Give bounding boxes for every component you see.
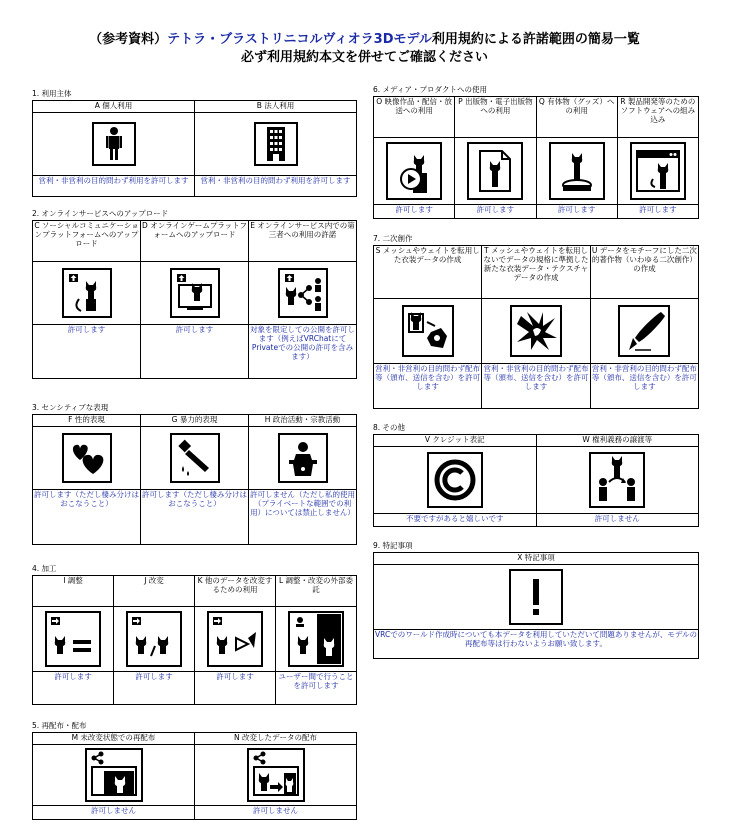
- section-7: [373, 233, 699, 409]
- section-title: 1. 利用主体: [32, 89, 72, 98]
- item-answer: 営利・非営利の目的問わず配布等（頒布、送信を含む）を許可します: [374, 364, 482, 409]
- item-label: J 改変: [114, 576, 195, 607]
- permission-table: [32, 732, 357, 820]
- section-8: [373, 422, 699, 527]
- section-6: [373, 84, 699, 219]
- item-answer: 不要ですがあると嬉しいです: [374, 514, 537, 527]
- section-title: 2. オンラインサービスへのアップロード: [32, 209, 169, 218]
- item-answer: 許可しません: [195, 806, 357, 820]
- section-3: [32, 402, 357, 545]
- building-icon: [254, 122, 298, 166]
- section-9: [373, 540, 699, 659]
- title-brand: テトラ・ブラストリニコルヴィオラ3Dモデル: [167, 32, 432, 47]
- redistribute-icon: [85, 748, 143, 802]
- video-icon: [386, 142, 442, 200]
- item-label: V クレジット表記: [374, 435, 537, 447]
- item-answer: 営利・非営利の目的問わず配布等（頒布、送信を含む）を許可します: [590, 364, 698, 409]
- item-label: M 未改変状態での再配布: [33, 733, 195, 745]
- item-label: W 権利義務の譲渡等: [536, 435, 699, 447]
- item-answer: 許可します: [455, 205, 536, 219]
- share-network-icon: [278, 268, 328, 318]
- transfer-icon: [589, 452, 645, 508]
- permission-table: [32, 100, 357, 197]
- figure-icon: [549, 142, 605, 200]
- title-prefix: （参考資料）: [89, 32, 168, 47]
- clothes-icon: [402, 305, 454, 357]
- item-answer: 許可します: [374, 205, 455, 219]
- hearts-icon: [62, 433, 112, 483]
- section-title: 6. メディア・プロダクトへの使用: [373, 85, 487, 94]
- fabric-icon: [510, 305, 562, 357]
- item-answer: VRCでのワールド作成時についても本データを利用していただいて問題ありませんが、モデルの再配布等は行わないようお願い致します。: [374, 630, 699, 659]
- section-1: [32, 88, 357, 197]
- item-label: G 暴力的表現: [141, 415, 249, 427]
- copyright-icon: [427, 452, 483, 508]
- section-title: 9. 特記事項: [373, 541, 413, 550]
- item-answer: 許可しません: [536, 514, 699, 527]
- item-answer: 許可します: [195, 672, 276, 705]
- item-label: P 出版物・電子出版物への利用: [455, 97, 536, 138]
- permission-table: [373, 96, 699, 219]
- permission-table: [32, 220, 357, 379]
- page-title: [0, 28, 729, 47]
- item-label: N 改変したデータの配布: [195, 733, 357, 745]
- upload-cat-icon: [62, 268, 112, 318]
- item-answer: 許可します: [536, 205, 617, 219]
- title-suffix: 利用規約による許諾範囲の簡易一覧: [431, 32, 640, 47]
- item-answer: 許可します: [33, 325, 141, 379]
- item-answer: 営利・非営利の目的問わず利用を許可します: [195, 176, 357, 197]
- adjust-icon: [45, 611, 101, 667]
- use-data-icon: [207, 611, 263, 667]
- section-title: 7. 二次創作: [373, 234, 413, 243]
- item-label: X 特記事項: [374, 553, 699, 565]
- item-label: R 製品開発等のためのソフトウェアへの組み込み: [617, 97, 698, 138]
- software-icon: [630, 142, 686, 200]
- item-label: O 映像作品・配信・放送への利用: [374, 97, 455, 138]
- outsource-icon: [288, 611, 344, 667]
- section-title: 4. 加工: [32, 564, 57, 573]
- item-answer: 許可しません: [33, 806, 195, 820]
- item-answer: 営利・非営利の目的問わず利用を許可します: [33, 176, 195, 197]
- item-answer: 営利・非営利の目的問わず配布等（頒布、送信を含む）を許可します: [482, 364, 590, 409]
- item-label: C ソーシャルコミュニケーションプラットフォームへのアップロード: [33, 221, 141, 262]
- podium-icon: [278, 433, 328, 483]
- item-label: S メッシュやウェイトを転用した衣装データの作成: [374, 246, 482, 299]
- permission-table: [32, 575, 357, 705]
- item-label: E オンラインサービス内での第三者への利用の許諾: [249, 221, 357, 262]
- publication-icon: [467, 142, 523, 200]
- item-answer: 許可します: [617, 205, 698, 219]
- item-label: U データをモチーフにした二次的著作物（いわゆる二次創作）の作成: [590, 246, 698, 299]
- item-answer: 許可します: [114, 672, 195, 705]
- permission-table: [32, 414, 357, 545]
- pen-icon: [618, 305, 670, 357]
- item-label: H 政治活動・宗教活動: [249, 415, 357, 427]
- item-label: Q 有体物（グッズ）への利用: [536, 97, 617, 138]
- permission-table: [373, 245, 699, 409]
- item-answer: 許可しません（ただし私的使用（プライベートな範囲での利用）については禁止しません）: [249, 490, 357, 545]
- section-4: [32, 563, 357, 705]
- item-answer: 許可します（ただし棲み分けはおこなうこと）: [33, 490, 141, 545]
- item-answer: 対象を限定しての公開を許可します（例えばVRChatにてPrivateでの公開の許可を含みます）: [249, 325, 357, 379]
- section-2: [32, 208, 357, 379]
- item-answer: ユーザー間で行うことを許可します: [276, 672, 357, 705]
- item-label: D オンラインゲームプラットフォームへのアップロード: [141, 221, 249, 262]
- page-subtitle: 必ず利用規約本文を併せてご確認ください: [240, 50, 488, 65]
- item-answer: 許可します: [141, 325, 249, 379]
- knife-icon: [170, 433, 220, 483]
- item-label: I 調整: [33, 576, 114, 607]
- section-title: 5. 再配布・配布: [32, 721, 87, 730]
- section-title: 3. センシティブな表現: [32, 403, 109, 412]
- permission-table: [373, 434, 699, 527]
- modify-icon: [126, 611, 182, 667]
- item-label: K 他のデータを改変するための利用: [195, 576, 276, 607]
- item-label: T メッシュやウェイトを転用しないでデータの規格に準拠した新たな衣装データ・テクスチャデータの作成: [482, 246, 590, 299]
- distribute-modified-icon: [247, 748, 305, 802]
- upload-monitor-cat-icon: [170, 268, 220, 318]
- item-label: A 個人利用: [33, 101, 195, 113]
- item-label: F 性的表現: [33, 415, 141, 427]
- item-label: B 法人利用: [195, 101, 357, 113]
- item-answer: 許可します（ただし棲み分けはおこなうこと）: [141, 490, 249, 545]
- item-label: L 調整・改変の外部委託: [276, 576, 357, 607]
- section-5: [32, 720, 357, 820]
- person-icon: [92, 122, 136, 166]
- exclamation-icon: [509, 569, 563, 625]
- section-title: 8. その他: [373, 423, 406, 432]
- item-answer: 許可します: [33, 672, 114, 705]
- permission-table: [373, 552, 699, 659]
